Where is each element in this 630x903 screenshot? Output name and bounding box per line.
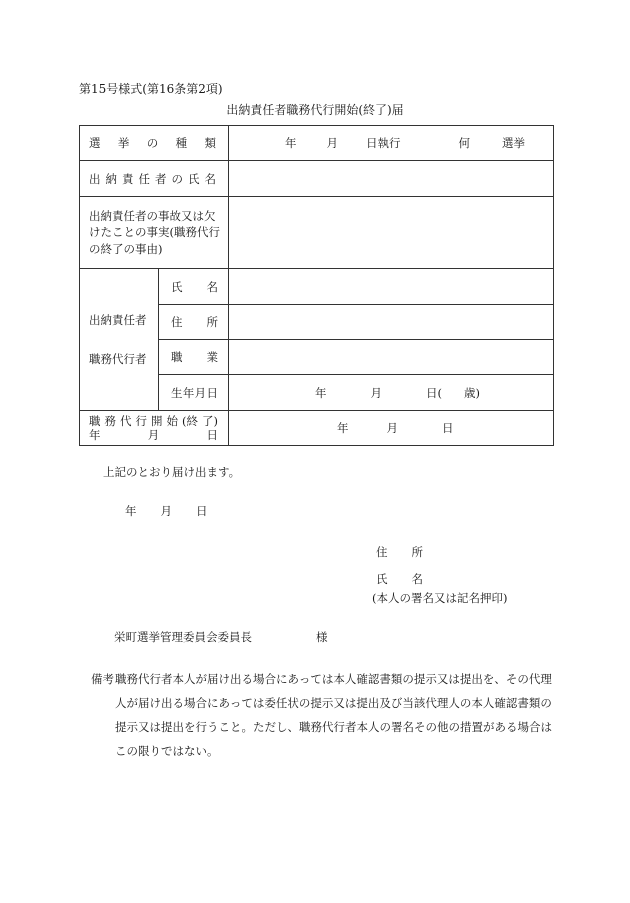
acting-address-label: 住 所 — [159, 305, 229, 340]
note-text: 職務代行者本人が届け出る場合にあっては本人確認書類の提示又は提出を、その代理人が届け出る場合にあっては委任状の提示又は提出及び当該代理人の本人確認書類の提示又は提出を行うこと。ただし、職務代行者本人の署名その他の措置がある場合はこの限りではない。 — [115, 672, 552, 758]
statement: 上記のとおり届け出ます。 — [103, 465, 241, 479]
form-number: 第15号様式(第16条第2項) — [79, 82, 223, 96]
addressee-honorific: 様 — [316, 630, 328, 644]
election-type-row — [80, 126, 554, 161]
acting-name-label: 氏 名 — [159, 269, 229, 305]
submit-month: 月 — [160, 504, 172, 518]
period-year: 年 — [337, 421, 349, 435]
acting-name-value[interactable] — [229, 269, 554, 305]
reason-value[interactable] — [229, 197, 554, 269]
treasurer-name-label-text: 出 納 責 任 者 の 氏 名 — [89, 171, 216, 186]
birth-month: 月 — [370, 385, 382, 400]
reason-label: 出納責任者の事故又は欠けたことの事実(職務代行の終了の事由) — [80, 197, 229, 269]
acting-occupation-value[interactable] — [229, 340, 554, 375]
election-what: 何 — [458, 136, 470, 150]
submitter-address[interactable]: 住 所 — [376, 545, 423, 559]
period-label — [80, 411, 229, 446]
acting-birthdate-value[interactable] — [229, 375, 554, 411]
election-type-label — [80, 126, 229, 161]
period-label-month: 月 — [147, 428, 160, 442]
election-type-label-text — [89, 135, 228, 151]
addressee — [114, 629, 328, 645]
period-month: 月 — [386, 421, 398, 435]
acting-name-row — [80, 269, 554, 305]
acting-group-label-1: 出納責任者 — [89, 313, 147, 327]
notification-table — [79, 125, 554, 446]
acting-address-value[interactable] — [229, 305, 554, 340]
signature-note: (本人の署名又は記名押印) — [372, 591, 508, 605]
submit-day: 日 — [196, 504, 208, 518]
election-day: 日執行 — [366, 136, 401, 150]
period-label-year: 年 — [89, 428, 101, 442]
submit-date[interactable] — [125, 503, 208, 519]
election-type-char-4: 種 — [175, 136, 188, 150]
addressee-name: 栄町選挙管理委員会委員長 — [114, 630, 252, 644]
treasurer-name-label — [80, 161, 229, 197]
period-day: 日 — [442, 421, 454, 435]
election-year: 年 — [285, 136, 297, 150]
election-month: 月 — [326, 136, 338, 150]
period-label-line1: 職 務 代 行 開 始 (終 了) — [89, 414, 218, 428]
birth-year: 年 — [315, 385, 327, 400]
period-row — [80, 411, 554, 446]
period-label-day: 日 — [206, 428, 218, 442]
election-type-char-1: 選 — [89, 136, 101, 150]
acting-group-label — [80, 269, 159, 411]
acting-occupation-label: 職 業 — [159, 340, 229, 375]
period-value[interactable] — [229, 411, 554, 446]
election-type-char-3: の — [146, 136, 159, 150]
submitter-name[interactable]: 氏 名 — [376, 572, 423, 586]
birth-age: 歳) — [464, 385, 480, 400]
period-label-line2 — [89, 428, 218, 442]
reason-row — [80, 197, 554, 269]
election-type-char-5: 類 — [204, 136, 216, 150]
acting-birthdate-label: 生 年 月 日 — [159, 375, 229, 411]
acting-group-label-2: 職務代行者 — [89, 352, 147, 366]
submit-year: 年 — [125, 504, 137, 518]
election-type-char-2: 挙 — [117, 136, 130, 150]
election-kind: 選挙 — [502, 136, 525, 150]
treasurer-name-row — [80, 161, 554, 197]
birth-day: 日( — [426, 385, 442, 400]
treasurer-name-value[interactable] — [229, 161, 554, 197]
election-type-value[interactable] — [229, 126, 554, 161]
form-title: 出納責任者職務代行開始(終了)届 — [226, 103, 404, 117]
note-heading: 備考 — [91, 672, 114, 686]
